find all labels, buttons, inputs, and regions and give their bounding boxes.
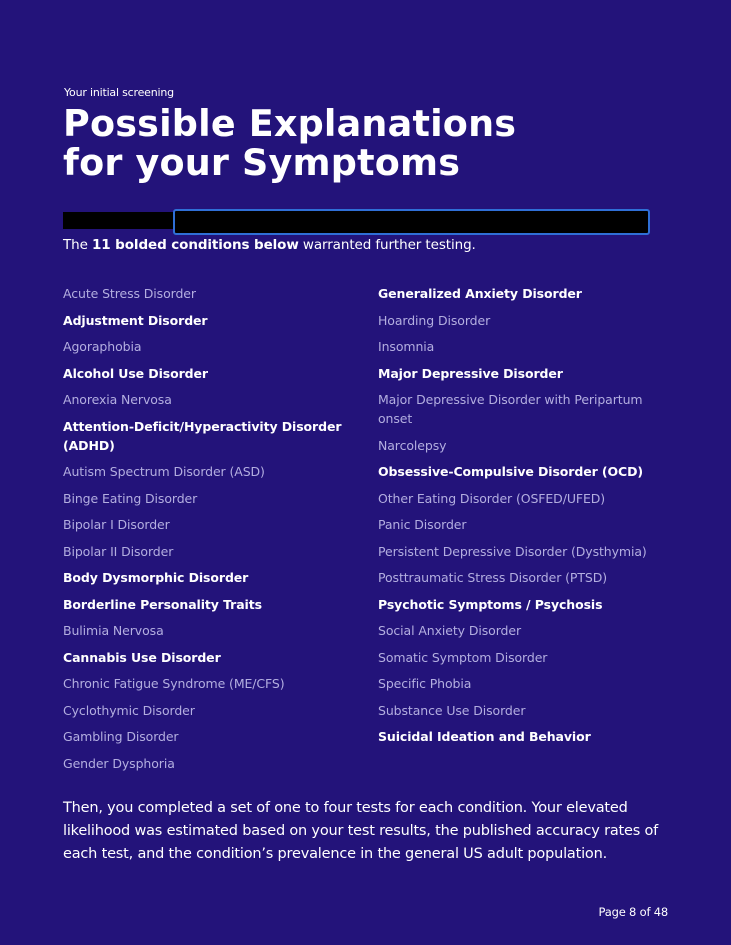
- conditions-right-column: [378, 284, 668, 754]
- condition-item: Cyclothymic Disorder: [63, 702, 195, 718]
- condition-item: Hoarding Disorder: [378, 312, 491, 328]
- condition-item: Chronic Fatigue Syndrome (ME/CFS): [63, 676, 285, 691]
- redaction-bar: [63, 212, 173, 229]
- intro-bold: 11 bolded conditions below: [92, 237, 299, 253]
- condition-item: Acute Stress Disorder: [63, 286, 196, 301]
- condition-item: Binge Eating Disorder: [63, 490, 198, 506]
- condition-item: Insomnia: [378, 339, 435, 354]
- condition-item: Persistent Depressive Disorder (Dysthymia): [378, 543, 647, 559]
- condition-item: Specific Phobia: [378, 676, 472, 691]
- intro-suffix: warranted further testing.: [298, 237, 476, 253]
- condition-item: Somatic Symptom Disorder: [378, 649, 548, 665]
- condition-item: Social Anxiety Disorder: [378, 623, 521, 638]
- outro-text: Then, you completed a set of one to four tests for each condition. Your elevated likelihood was estimated based on your test results, the published accuracy rates of each test, and the condition’s prevalence in the general US adult population.: [63, 800, 659, 862]
- condition-item: Agoraphobia: [63, 339, 142, 354]
- intro-text: [63, 236, 476, 254]
- condition-item: Psychotic Symptoms / Psychosis: [378, 596, 603, 612]
- condition-item: Major Depressive Disorder with Peripartum onset: [378, 392, 643, 426]
- intro-prefix: The: [63, 237, 92, 253]
- condition-item: Cannabis Use Disorder: [63, 649, 221, 665]
- condition-item: Autism Spectrum Disorder (ASD): [63, 464, 265, 479]
- condition-item: Generalized Anxiety Disorder: [378, 286, 582, 301]
- condition-item: Gender Dysphoria: [63, 755, 175, 771]
- condition-item: Bipolar II Disorder: [63, 543, 174, 559]
- condition-item: Obsessive-Compulsive Disorder (OCD): [378, 464, 643, 479]
- condition-item: Adjustment Disorder: [63, 312, 208, 328]
- condition-item: Attention-Deficit/Hyperactivity Disorder (ADHD): [63, 418, 342, 453]
- condition-item: Borderline Personality Traits: [63, 596, 262, 612]
- kicker: Your initial screening: [64, 86, 174, 99]
- condition-item: Bipolar I Disorder: [63, 517, 170, 532]
- conditions-left-column: [63, 284, 353, 780]
- condition-item: Panic Disorder: [378, 517, 467, 532]
- page-number: Page 8 of 48: [598, 905, 668, 919]
- condition-item: Posttraumatic Stress Disorder (PTSD): [378, 570, 608, 585]
- condition-item: Major Depressive Disorder: [378, 365, 563, 381]
- condition-item: Substance Use Disorder: [378, 702, 526, 718]
- page-title: Possible Explanations for your Symptoms: [63, 102, 517, 184]
- condition-item: Suicidal Ideation and Behavior: [378, 729, 591, 744]
- condition-item: Narcolepsy: [378, 437, 447, 453]
- condition-item: Anorexia Nervosa: [63, 392, 172, 407]
- condition-item: Gambling Disorder: [63, 729, 179, 744]
- condition-item: Bulimia Nervosa: [63, 623, 164, 638]
- redaction-box: [173, 209, 650, 235]
- condition-item: Alcohol Use Disorder: [63, 365, 208, 381]
- condition-item: Other Eating Disorder (OSFED/UFED): [378, 490, 606, 506]
- condition-item: Body Dysmorphic Disorder: [63, 570, 249, 585]
